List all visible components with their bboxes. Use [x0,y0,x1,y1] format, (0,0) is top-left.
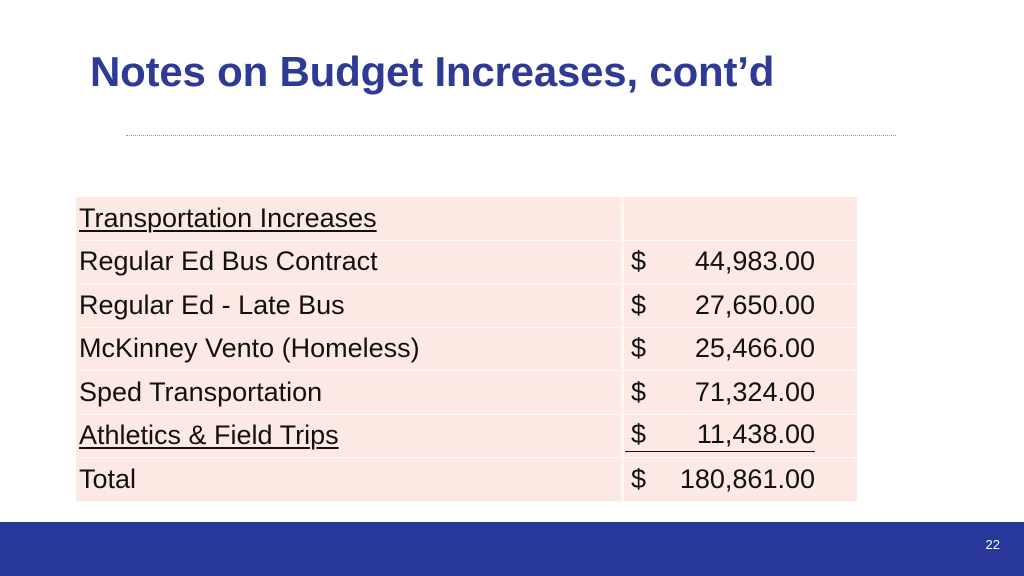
currency-symbol: $ [631,289,647,320]
table-row [76,371,857,415]
currency-symbol: $ [631,463,647,494]
row-amount-cell [621,284,857,328]
amount-value: 71,324.00 [694,376,815,407]
row-amount [631,377,815,408]
footer-bar [0,522,1024,576]
currency-symbol: $ [631,333,647,364]
row-label: Regular Ed - Late Bus [76,284,621,328]
row-amount [631,333,815,364]
amount-value: 180,861.00 [679,463,815,494]
table-header-amount-cell [621,197,857,241]
row-amount [625,419,815,452]
slide-title: Notes on Budget Increases, cont’d [90,48,775,95]
table-row [76,241,857,285]
currency-symbol: $ [631,376,647,407]
table-row [76,284,857,328]
amount-value: 11,438.00 [696,419,815,450]
total-amount-cell [621,458,857,502]
table-row [76,328,857,372]
page-number: 22 [985,537,1000,552]
row-label: McKinney Vento (Homeless) [76,328,621,372]
row-amount-cell [621,371,857,415]
row-label: Regular Ed Bus Contract [76,241,621,285]
table-header-row [76,197,857,241]
amount-value: 25,466.00 [694,333,815,364]
amount-value: 44,983.00 [694,246,815,277]
total-label: Total [76,458,621,502]
table-header-label: Transportation Increases [79,202,377,233]
table-header-cell [76,197,621,241]
row-amount-cell [621,328,857,372]
row-amount-cell [621,415,857,459]
budget-table [76,197,857,502]
row-amount [631,290,815,321]
row-amount-cell [621,241,857,285]
row-label-cell [76,415,621,459]
table-row [76,415,857,459]
currency-symbol: $ [631,419,647,450]
amount-value: 27,650.00 [694,289,815,320]
row-label: Sped Transportation [76,371,621,415]
title-divider [126,135,896,136]
total-amount [631,464,815,495]
currency-symbol: $ [631,246,647,277]
row-label: Athletics & Field Trips [79,420,339,451]
table-total-row [76,458,857,502]
row-amount [631,246,815,277]
